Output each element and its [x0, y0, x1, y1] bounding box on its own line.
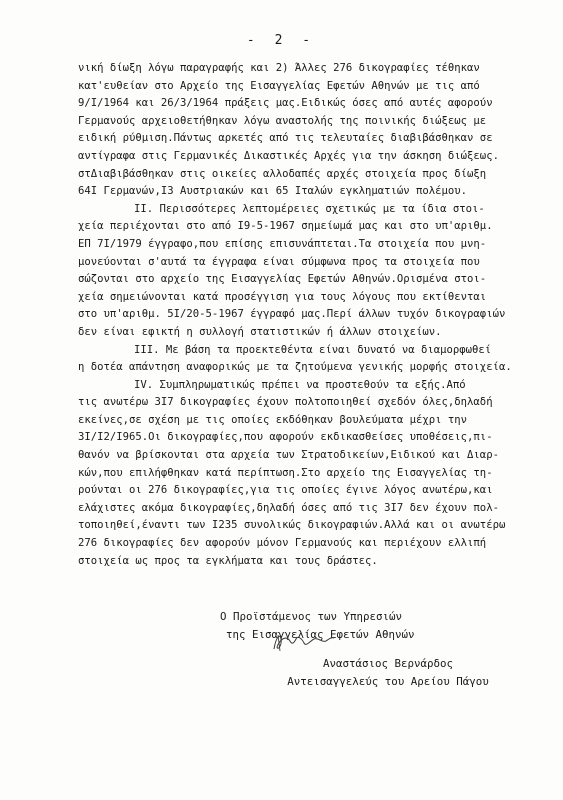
page-number: - 2 -	[246, 33, 317, 48]
body-line: 9/I/1964 και 26/3/1964 πράξεις μας.Ειδικώς όσες από αυτές αφορούν	[78, 97, 493, 110]
body-line: σώζονται στο αρχείο της Εισαγγελίας Εφετών Αθηνών.Ορισμένα στοι-	[78, 273, 487, 286]
body-line: η δοτέα απάντηση αναφορικώς με τα ζητούμενα γενικής μορφής στοιχεία.	[78, 361, 512, 374]
body-line: κών,που επιλήφθηκαν κατά περίπτωση.Στο αρχείο της Εισαγγελίας τη-	[78, 466, 493, 479]
body-line: στοιχεία ως προς τα εγκλήματα και τους δράστες.	[78, 554, 378, 567]
body-line: 64Ι Γερμανών,Ι3 Αυστριακών και 65 Ιταλών εγκληματιών πολέμου.	[78, 185, 468, 198]
body-line: ειδική ρύθμιση.Πάντως αρκετές από τις τελευταίες διαβιβάσθηκαν σε	[78, 132, 493, 145]
body-line: στο υπ'αριθμ. 5Ι/20-5-1967 έγγραφό μας.Περί άλλων τυχόν δικογραφιών	[78, 308, 506, 321]
body-line: μονεύονται σ'αυτά τα έγγραφα είναι σύμφωνα προς τα στοιχεία που	[78, 255, 480, 268]
body-line: κατ'ευθείαν στο Αρχείο της Εισαγγελίας Εφετών Αθηνών με τις από	[78, 79, 480, 92]
body-line: αντίγραφα στις Γερμανικές Δικαστικές Αρχές για την άσκηση διώξεως.	[78, 149, 499, 162]
body-line: νική δίωξη λόγω παραγραφής και 2) Άλλες 276 δικογραφίες τέθηκαν	[78, 62, 480, 74]
body-line: τις ανωτέρω 3Ι7 δικογραφίες έχουν πολτοποιηθεί σχεδόν όλες,δηλαδή	[78, 396, 493, 409]
signatory-title-line: Ο Προϊστάμενος των Υπηρεσιών	[220, 610, 403, 623]
section-heading-line: II. Περισσότερες λεπτομέρειες σχετικώς με τα ίδια στοι-	[134, 202, 485, 215]
handwritten-signature	[268, 629, 338, 655]
body-line: θανόν να βρίσκονται στα αρχεία των Στρατοδικείων,Ειδικού και Διαρ-	[78, 449, 499, 462]
letter-body	[78, 60, 533, 570]
body-line: χεία περιέχονται στο από I9-5-1967 σημείωμά μας και στο υπ'αριθμ.	[78, 220, 493, 233]
body-line: ρούνται οι 276 δικογραφίες,για τις οποίες έγινε λόγος ανωτέρω,και	[78, 484, 493, 497]
body-line: ελάχιστες ακόμα δικογραφίες,δηλαδή όσες από τις 3Ι7 δεν έχουν πολ-	[78, 501, 499, 514]
section-heading-line: III. Με βάση τα προεκτεθέντα είναι δυνατό να διαμορφωθεί	[134, 343, 492, 356]
body-line: 276 δικογραφίες δεν αφορούν μόνον Γερμανούς και περιέχουν ελλιπή	[78, 537, 487, 550]
body-line: Γερμανούς αρχειοθετήθηκαν λόγω αναστολής της ποινικής διώξεως με	[78, 114, 487, 127]
body-line: εκείνες,σε σχέση με τις οποίες εκδόθηκαν βουλεύματα μέχρι την	[78, 413, 468, 426]
body-line: 3Ι/I2/I965.Οι δικογραφίες,που αφορούν εκδικασθείσες υποθέσεις,πι-	[78, 431, 493, 444]
body-line: χεία σημειώνονται κατά προσέγγιση για τους λόγους που εκτίθενται	[78, 290, 487, 303]
section-heading-line: IV. Συμπληρωματικώς πρέπει να προστεθούν τα εξής.Από	[134, 378, 466, 391]
signatory-name: Αναστάσιος Βερνάρδος	[322, 657, 453, 670]
body-line: δεν είναι εφικτή η συλλογή στατιστικών ή άλλων στοιχείων.	[78, 325, 442, 338]
body-line: τοποιηθεί,έναντι των Ι235 συνολικώς δικογραφιών.Αλλά και οι ανωτέρω	[78, 519, 506, 532]
signatory-block	[228, 655, 548, 690]
signatory-position: Αντεισαγγελεύς του Αρείου Πάγου	[287, 674, 489, 688]
body-line: ΕΠ 7Ι/1979 έγγραφο,που επίσης επισυνάπτεται.Τα στοιχεία που μνη-	[78, 237, 487, 250]
body-line: στΔιαβιβάσθηκαν στις οικείες αλλοδαπές αρχές στοιχεία προς δίωξη	[78, 167, 487, 180]
signatory-title-line: της Εισαγγελίας Εφετών Αθηνών	[226, 627, 415, 641]
